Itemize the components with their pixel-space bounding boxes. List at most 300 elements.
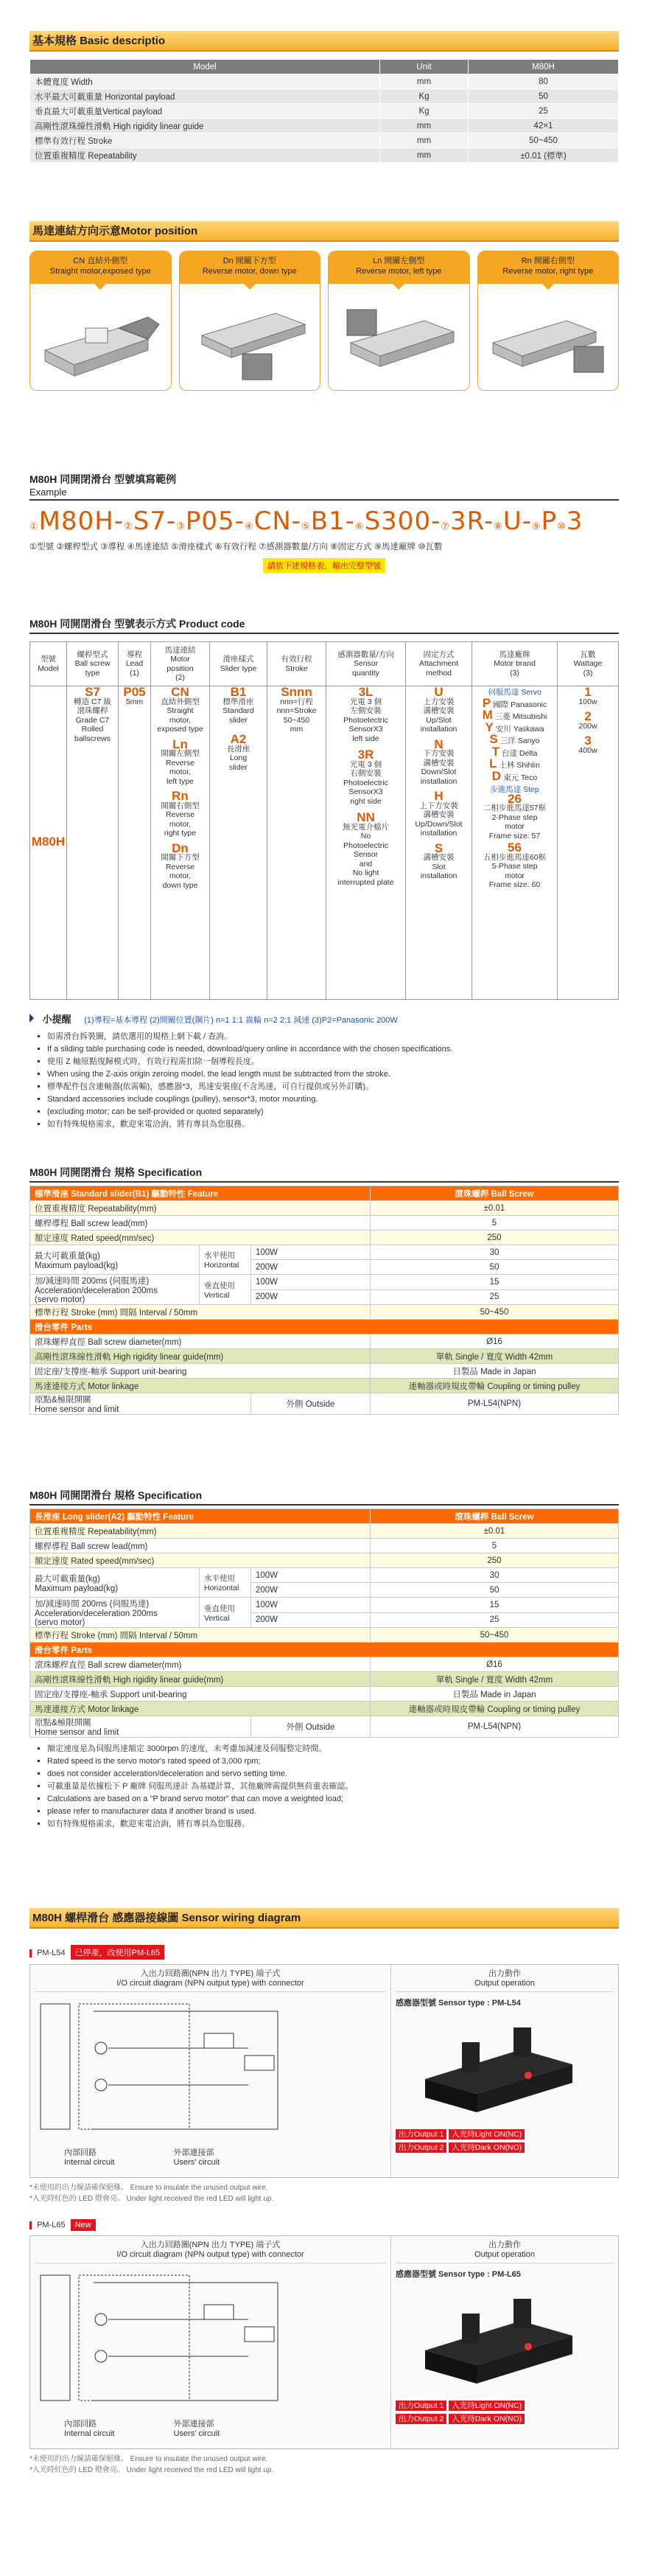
arrow-icon — [29, 1014, 38, 1023]
code-num: ③ — [176, 521, 186, 532]
basic-cell: 水平最大可載重量 Horizontal payload — [30, 89, 380, 104]
pc-option — [152, 789, 208, 838]
pc-brand-item — [473, 720, 556, 734]
spec-cell: ±0.01 — [370, 1524, 618, 1539]
pc-option — [211, 732, 266, 772]
wiring-diagram — [35, 1997, 381, 2144]
tip-item: ▪ Standard accessories include couplings (pulley), sensor*3, motor mounting. — [47, 1094, 619, 1104]
sensor-photo — [396, 2284, 602, 2395]
basic-row — [30, 133, 619, 148]
pc-brand-item — [473, 756, 556, 770]
code-part: B1- — [310, 507, 355, 536]
pc-option-code: 3R — [357, 748, 374, 762]
spec-cell: 螺桿導程 Ball screw lead(mm) — [30, 1216, 371, 1230]
pc-option — [473, 791, 556, 841]
spec-row — [30, 1320, 619, 1334]
spec-row — [30, 1349, 619, 1364]
code-num: ② — [124, 521, 133, 532]
spec-cell: 30 — [370, 1568, 618, 1583]
basic-header-model: Model — [30, 60, 380, 74]
marker-icon — [29, 2221, 32, 2229]
spec-cell: 水平使用 Horizontal — [200, 1245, 251, 1275]
spec-row — [30, 1568, 619, 1583]
code-num: ⑩ — [557, 521, 567, 532]
slider-straight-illustration — [30, 284, 170, 387]
spec-cell: 滑台零件 Parts — [30, 1643, 619, 1657]
basic-cell: Kg — [380, 104, 469, 119]
card-line1: Rn 開關右側型 — [521, 257, 575, 265]
output-rows — [396, 2400, 614, 2424]
light-on-label: 入光時Light ON(NC) — [449, 2401, 525, 2411]
wiring-panel — [29, 2235, 619, 2449]
basic-cell: 本體寬度 Width — [30, 74, 380, 89]
motor-card-dn — [179, 251, 321, 391]
spec-cell: 15 — [370, 1598, 618, 1613]
pc-option — [327, 810, 404, 887]
spec-cell: 日製品 Made in Japan — [370, 1687, 618, 1702]
basic-cell: 42×1 — [469, 119, 619, 133]
product-code-section — [29, 616, 619, 1000]
pc-header: 滑座樣式 Slider type — [210, 642, 267, 686]
spec-row — [30, 1672, 619, 1687]
sensor-model-row — [29, 2219, 619, 2231]
wiring-right — [391, 2236, 618, 2448]
spec-cell: 200W — [251, 1260, 371, 1275]
pc-option-desc: 上下方安裝 溝槽安裝 Up/Down/Slot installation — [415, 801, 463, 838]
wiring-left-title: 入出力回路圖(NPN 出力 TYPE) 端子式 I/O circuit diagram (NPN output type) with connector — [35, 1969, 386, 1992]
basic-cell: mm — [380, 133, 469, 148]
slider-right-illustration — [478, 284, 618, 387]
spec-cell: 200W — [251, 1583, 371, 1598]
pc-option-desc: 長滑座 Long slider — [226, 744, 250, 772]
spec-note: ▪ Calculations are based on a "P brand servo motor" that can move a weighted load; — [47, 1794, 619, 1804]
spec-cell: 滑台零件 Parts — [30, 1320, 619, 1334]
product-code-table — [29, 641, 619, 1000]
tip-item: ▪ 如需滑台拆裝圖，請依選用的規格上網下載 / 查詢。 — [47, 1031, 619, 1042]
spec-cell: 30 — [370, 1245, 618, 1260]
example-subtitle: Example — [29, 487, 619, 501]
spec-cell: 原點&極限開關 Home sensor and limit — [30, 1393, 251, 1415]
tip-item: ▪ If a sliding table purchasing code is needed, download/query online in accordance with the chosen specifications. — [47, 1044, 619, 1054]
pc-option — [152, 685, 208, 734]
spec-cell: 垂直使用 Vertical — [200, 1598, 251, 1628]
code-part: M80H- — [38, 507, 125, 536]
pc-header: 瓦數 Wattage (3) — [558, 642, 619, 686]
spec-note: ▪ Rated speed is the servo motor's rated speed of 3,000 rpm; — [47, 1756, 619, 1766]
spec-cell: 加/減速時間 200ms (伺服馬達) Acceleration/deceleration 200ms (servo motor) — [30, 1275, 200, 1305]
sensor-block — [29, 1945, 619, 2203]
code-part: U- — [502, 507, 532, 536]
pc-option-code: U — [434, 685, 444, 699]
spec-row — [30, 1275, 619, 1290]
pc-option-code: B1 — [230, 685, 247, 699]
motor-card-cn — [29, 251, 172, 391]
tip-item: ▪ When using the Z-axis origin zeroing model, the lead length must be subtracted from the stroke. — [47, 1069, 619, 1079]
spec-cell: 額定速度 Rated speed(mm/sec) — [30, 1553, 371, 1568]
dark-on-label: 入光時Dark ON(NO) — [449, 2414, 525, 2424]
code-part: S7- — [133, 507, 177, 536]
basic-cell: 高剛性滾珠線性滑軌 High rigidity linear guide — [30, 119, 380, 133]
pc-lead-desc: 5mm — [125, 697, 144, 706]
basic-cell: Kg — [380, 89, 469, 104]
basic-cell: 25 — [469, 104, 619, 119]
users-label: 外部連接部 Users' circuit — [173, 2420, 220, 2438]
spec-row — [30, 1393, 619, 1415]
code-num: ⑦ — [441, 521, 450, 532]
pc-header: 馬達廠牌 Motor brand (3) — [472, 642, 558, 686]
pc-brand-code: M — [482, 708, 493, 722]
basic-header-unit: Unit — [380, 60, 469, 74]
pc-brand-item — [473, 732, 556, 746]
spec-cell: 外側 Outside — [251, 1393, 371, 1415]
pc-model: M80H — [31, 834, 66, 849]
code-part: P — [541, 507, 558, 536]
card-line2: Straight motor,exposed type — [49, 267, 151, 276]
basic-cell: 位置重複精度 Repeatability — [30, 148, 380, 163]
example-section — [29, 472, 619, 573]
basic-row — [30, 104, 619, 119]
basic-row — [30, 74, 619, 89]
pc-option-code: 26 — [508, 791, 522, 806]
pc-option-desc: 100w — [578, 697, 597, 706]
pc-option-desc: 五相步進馬達60框 5-Phase step motor Frame size: 60 — [483, 852, 547, 889]
pc-header: 導程 Lead (1) — [119, 642, 151, 686]
basic-cell: mm — [380, 148, 469, 163]
spec-cell: 加/減速時間 200ms (伺服馬達) Acceleration/deceleration 200ms (servo motor) — [30, 1598, 200, 1628]
wiring-legend — [35, 2417, 386, 2438]
spec-row — [30, 1305, 619, 1320]
basic-title: 基本規格 Basic descriptio — [29, 31, 619, 52]
spec-cell: 200W — [251, 1289, 371, 1305]
wiring-right — [391, 1965, 618, 2177]
pc-option-code: H — [434, 789, 444, 803]
motor-card-rn — [477, 251, 620, 391]
pc-brand-code: Y — [485, 720, 494, 734]
pc-option — [327, 748, 404, 806]
pc-header: 固定方式 Attachment method — [406, 642, 472, 686]
example-notice: 請依下述規格表，輸出完整型號 — [263, 558, 385, 573]
spec-cell: 連軸器或時規皮帶輪 Coupling or timing pulley — [370, 1702, 618, 1716]
tip-item: ▪ (excluding motor; can be self-provided or quoted separately) — [47, 1107, 619, 1117]
dark-on-label: 入光時Dark ON(NO) — [449, 2142, 525, 2153]
basic-cell: mm — [380, 119, 469, 133]
pc-screw-desc: 轉造 C7 級 滾珠螺桿 Grade C7 Rolled ballscrews — [74, 697, 111, 743]
pc-option-desc: 開關右側型 Reverse motor, right type — [161, 801, 200, 838]
sensor-type: 感應器型號 Sensor type : PM-L65 — [396, 2270, 521, 2279]
pc-option — [558, 709, 617, 731]
spec-cell: 250 — [370, 1230, 618, 1245]
sensor-model: PM-L65 — [37, 2221, 66, 2229]
pc-option-desc: 400w — [578, 745, 597, 755]
pc-option — [152, 840, 208, 891]
basic-row — [30, 119, 619, 133]
spec-cell: 單軌 Single / 寬度 Width 42mm — [370, 1672, 618, 1687]
spec-cell: 馬達連接方式 Motor linkage — [30, 1379, 371, 1393]
spec-cell: 25 — [370, 1612, 618, 1628]
motor-section — [29, 221, 619, 391]
spec-cell: 滾珠螺桿直徑 Ball screw diameter(mm) — [30, 1657, 371, 1672]
basic-cell: mm — [380, 74, 469, 89]
pc-option-desc: 開關左側型 Reverse motor, left type — [161, 749, 200, 786]
example-code — [29, 507, 619, 536]
pc-stroke-desc: nnn=行程 nnn=Stroke 50~450 mm — [276, 697, 317, 734]
out1-label: 出力Output 1 — [396, 2401, 446, 2411]
spec-cell: 高剛性滾珠線性滑軌 High rigidity linear guide(mm) — [30, 1672, 371, 1687]
spec-cell: 5 — [370, 1216, 618, 1230]
spec-note: ▪ 額定速度是為伺服馬達額定 3000rpm 的速度，未考慮加減速及伺服整定時間。 — [47, 1744, 619, 1754]
spec-row — [30, 1509, 619, 1524]
code-part: CN- — [253, 507, 302, 536]
code-num: ⑨ — [531, 521, 541, 532]
card-line2: Reverse motor, left type — [356, 267, 442, 276]
spec-cell: 最大可載重量(kg) Maximum payload(kg) — [30, 1245, 200, 1275]
spec-cell: 50 — [370, 1260, 618, 1275]
pc-brand-name: 三洋 Sanyo — [499, 737, 540, 745]
spec-row — [30, 1702, 619, 1716]
spec-cell: 水平使用 Horizontal — [200, 1568, 251, 1598]
spec-cell: 螺桿導程 Ball screw lead(mm) — [30, 1539, 371, 1553]
pc-brand-name: 士林 Shihlin — [499, 761, 540, 770]
spec-cell: 日製品 Made in Japan — [370, 1364, 618, 1379]
pc-brand-item — [473, 768, 556, 783]
spec-long-title: M80H 同開閉滑台 規格 Specification — [29, 1488, 619, 1505]
spec-cell: 15 — [370, 1275, 618, 1290]
spec-note: ▪ 可載重量是依據松下 P 廠牌 伺服馬達計 為基礎計算，其他廠牌需提供無荷重表確認。 — [47, 1781, 619, 1792]
spec-cell: 標準行程 Stroke (mm) 間隔 Interval / 50mm — [30, 1628, 371, 1643]
pc-option — [407, 737, 471, 787]
sensor-type: 感應器型號 Sensor type : PM-L54 — [396, 1999, 521, 2008]
pc-option-desc: 二相步進馬達57框 2-Phase step motor Frame size: 57 — [483, 804, 547, 840]
pc-option-desc: 光電 3 個 右側安裝 Photoelectric SensorX3 right side — [343, 759, 388, 806]
product-code-title: M80H 同開閉滑台 型號表示方式 Product code — [29, 616, 619, 634]
pc-option-code: 2 — [584, 709, 592, 723]
pc-option-code: S — [434, 840, 444, 855]
pc-brand-code: T — [491, 744, 499, 759]
spec-row — [30, 1379, 619, 1393]
pc-option-desc: 開關下方型 Reverse motor, down type — [161, 853, 200, 890]
spec-cell: 標準滑座 Standard slider(B1) 驅動特性 Feature — [30, 1186, 371, 1201]
spec-cell: 固定座/支撐座-軸承 Support unit-bearing — [30, 1687, 371, 1702]
spec-row — [30, 1628, 619, 1643]
spec-cell: 最大可載重量(kg) Maximum payload(kg) — [30, 1568, 200, 1598]
pc-option-code: Rn — [172, 789, 189, 803]
pc-option-desc: 直結外側型 Straight motor, exposed type — [157, 697, 203, 734]
pc-option — [407, 789, 471, 838]
spec-row — [30, 1230, 619, 1245]
spec-row — [30, 1716, 619, 1738]
wiring-left — [30, 2236, 391, 2448]
spec-standard-section — [29, 1165, 619, 1415]
pc-screw-code: S7 — [85, 685, 100, 699]
spec-note: ▪ 如有特殊規格需求，歡迎來電洽詢，將有專員為您服務。 — [47, 1819, 619, 1829]
pc-brand-code: S — [489, 732, 498, 746]
spec-cell: 滾珠螺桿 Ball Screw — [370, 1509, 618, 1524]
spec-cell: 高剛性滾珠線性滑軌 High rigidity linear guide(mm) — [30, 1349, 371, 1364]
sensor-block — [29, 2219, 619, 2474]
spec-note: ▪ does not consider acceleration/deceleration and servo setting time. — [47, 1769, 619, 1779]
wiring-right-title: 出力動作 Output operation — [396, 2241, 614, 2263]
pc-option-code: NN — [357, 810, 375, 824]
pc-brand-step-title: 步進馬達 Step — [490, 785, 539, 794]
tips-header — [29, 1012, 619, 1026]
spec-cell: 5 — [370, 1539, 618, 1553]
basic-cell: 垂直最大可載重量Vertical payload — [30, 104, 380, 119]
card-line1: Dn 開關下方型 — [222, 257, 276, 265]
out2-label: 出力Output 2 — [396, 2414, 446, 2424]
basic-cell: ±0.01 (標準) — [469, 148, 619, 163]
pc-brand-name: 東元 Teco — [503, 773, 538, 782]
basic-section — [29, 31, 619, 163]
pc-option-desc: 下方安裝 溝槽安裝 Down/Slot installation — [420, 749, 458, 786]
slider-down-illustration — [180, 284, 320, 387]
motor-card-ln — [328, 251, 470, 391]
pc-stroke-code: Snnn — [281, 685, 312, 699]
pc-option-code: 56 — [508, 840, 522, 854]
sensor-section — [29, 1908, 619, 2474]
spec-cell: 標準行程 Stroke (mm) 間隔 Interval / 50mm — [30, 1305, 371, 1320]
pc-option — [558, 685, 617, 706]
spec-cell: Ø16 — [370, 1334, 618, 1349]
spec-cell: 外側 Outside — [251, 1716, 371, 1738]
spec-cell: 25 — [370, 1289, 618, 1305]
pc-brand-code: L — [489, 756, 497, 770]
pc-option — [407, 685, 471, 734]
spec-note: ▪ please refer to manufacturer data if another brand is used. — [47, 1806, 619, 1817]
sensor-foot2: *入光時紅色的 LED 燈會亮。 Under light received the red LED will light up. — [29, 2195, 274, 2203]
spec-notes — [29, 1744, 619, 1829]
spec-standard-title: M80H 同開閉滑台 規格 Specification — [29, 1165, 619, 1183]
spec-row — [30, 1334, 619, 1349]
sensor-photo — [396, 2013, 602, 2123]
spec-cell: 連軸器或時規皮帶輪 Coupling or timing pulley — [370, 1379, 618, 1393]
spec-cell: ±0.01 — [370, 1201, 618, 1216]
motor-cards — [29, 251, 619, 391]
pc-option-code: N — [434, 737, 444, 751]
pc-option-code: Ln — [172, 737, 188, 751]
spec-long-section — [29, 1488, 619, 1831]
internal-label: 內部回路 Internal circuit — [64, 2420, 115, 2438]
pc-option-code: Dn — [172, 840, 189, 855]
tip-item: ▪ 使用 Z 軸原點復歸模式時，有效行程需扣除一個導程長度。 — [47, 1056, 619, 1067]
spec-cell: 額定速度 Rated speed(mm/sec) — [30, 1230, 371, 1245]
tips-section — [29, 1012, 619, 1132]
pc-option — [211, 685, 266, 725]
spec-cell: Ø16 — [370, 1657, 618, 1672]
code-num: ⑧ — [494, 521, 503, 532]
pc-header: 感測器數量/方向 Sensor quantity — [326, 642, 406, 686]
spec-row — [30, 1657, 619, 1672]
spec-cell: 滾珠螺桿 Ball Screw — [370, 1186, 618, 1201]
pc-brand-code: P — [482, 695, 491, 710]
pc-lead-code: P05 — [123, 685, 146, 699]
code-part: P05- — [185, 507, 245, 536]
basic-cell: 標準有效行程 Stroke — [30, 133, 380, 148]
spec-cell: 單軌 Single / 寬度 Width 42mm — [370, 1349, 618, 1364]
pc-brand-servo-title: 伺服馬達 Servo — [488, 688, 541, 697]
spec-table — [29, 1186, 619, 1415]
spec-row — [30, 1687, 619, 1702]
spec-cell: PM-L54(NPN) — [370, 1393, 618, 1415]
example-legend: ①型號 ②螺桿型式 ③導程 ④馬達連結 ⑤滑座樣式 ⑥有效行程 ⑦感測器數量/方向 ⑧固定方式 ⑨馬達廠牌 ⑩瓦數 — [29, 543, 443, 551]
internal-label: 內部回路 Internal circuit — [64, 2148, 115, 2167]
spec-row — [30, 1186, 619, 1201]
spec-row — [30, 1643, 619, 1657]
marker-icon — [29, 1949, 32, 1957]
pc-option-desc: 無光電介檔片 No Photoelectric Sensor and No light interrupted plate — [337, 822, 394, 887]
spec-cell: 100W — [251, 1275, 371, 1290]
basic-cell: 50 — [469, 89, 619, 104]
pc-option-desc: 光電 3 個 左側安裝 Photoelectric SensorX3 left side — [343, 697, 388, 743]
spec-cell: 位置重複精度 Repeatability(mm) — [30, 1201, 371, 1216]
tips-line: (1)導程=基本導程 (2)開關位置(鋼片) n=1 1:1 齒輪 n=2 2:1 減速 (3)P2=Panasonic 200W — [84, 1016, 398, 1025]
sensor-foot2: *入光時紅色的 LED 燈會亮。 Under light received the red LED will light up. — [29, 2466, 274, 2474]
out2-label: 出力Output 2 — [396, 2142, 446, 2153]
sensor-model: PM-L54 — [37, 1949, 66, 1957]
spec-cell: 100W — [251, 1568, 371, 1583]
pc-option — [407, 840, 471, 881]
output-rows — [396, 2128, 614, 2153]
wiring-right-title: 出力動作 Output operation — [396, 1969, 614, 1992]
sensor-badge: 已停產，改使用PM-L65 — [71, 1945, 165, 1960]
spec-table — [29, 1508, 619, 1738]
sensor-title: M80H 螺桿滑台 感應器接線圖 Sensor wiring diagram — [29, 1908, 619, 1929]
pc-option — [327, 685, 404, 743]
card-line2: Reverse motor, right type — [502, 267, 594, 276]
pc-brand-name: 安川 Yaskawa — [495, 724, 544, 734]
wiring-diagram — [35, 2268, 381, 2415]
slider-left-illustration — [329, 284, 469, 387]
spec-row — [30, 1553, 619, 1568]
out1-label: 出力Output 1 — [396, 2129, 446, 2140]
spec-cell: 100W — [251, 1598, 371, 1613]
pc-option-desc: 溝槽安裝 Slot installation — [420, 853, 458, 880]
pc-header: 螺桿型式 Ball screw type — [67, 642, 119, 686]
code-part: S300- — [364, 507, 441, 536]
code-num: ④ — [244, 521, 254, 532]
spec-cell: 位置重複精度 Repeatability(mm) — [30, 1524, 371, 1539]
wiring-legend — [35, 2146, 386, 2167]
card-line2: Reverse motor, down type — [202, 267, 297, 276]
spec-cell: PM-L54(NPN) — [370, 1716, 618, 1738]
code-num: ⑥ — [354, 521, 365, 532]
pc-option-desc: 200w — [578, 721, 597, 731]
wiring-left-title: 入出力回路圖(NPN 出力 TYPE) 端子式 I/O circuit diagram (NPN output type) with connector — [35, 2241, 386, 2263]
pc-option — [473, 840, 556, 890]
users-label: 外部連接部 Users' circuit — [173, 2148, 220, 2167]
pc-brand-name: 台達 Delta — [501, 748, 538, 758]
sensor-foot1: *未使用的出力線請確保絕緣。 Ensure to insulate the unused output wire. — [29, 2455, 268, 2463]
card-line1: CN 直結外側型 — [73, 257, 128, 265]
spec-row — [30, 1539, 619, 1553]
sensor-badge: New — [71, 2219, 96, 2231]
pc-header: 馬達連結 Motor position (2) — [151, 642, 210, 686]
basic-cell: 50~450 — [469, 133, 619, 148]
pc-brand-code: D — [491, 768, 502, 783]
spec-cell: 垂直使用 Vertical — [200, 1275, 251, 1305]
spec-row — [30, 1201, 619, 1216]
basic-cell: 80 — [469, 74, 619, 89]
code-part: 3R- — [450, 507, 494, 536]
light-on-label: 入光時Light ON(NC) — [449, 2129, 525, 2140]
spec-cell: 50 — [370, 1583, 618, 1598]
spec-row — [30, 1216, 619, 1230]
spec-cell: 200W — [251, 1612, 371, 1628]
example-title: M80H 同開閉滑台 型號填寫範例 — [29, 473, 177, 485]
basic-row — [30, 89, 619, 104]
spec-cell: 100W — [251, 1245, 371, 1260]
code-part: 3 — [566, 507, 583, 536]
tips-title: 小提醒 — [42, 1014, 71, 1025]
